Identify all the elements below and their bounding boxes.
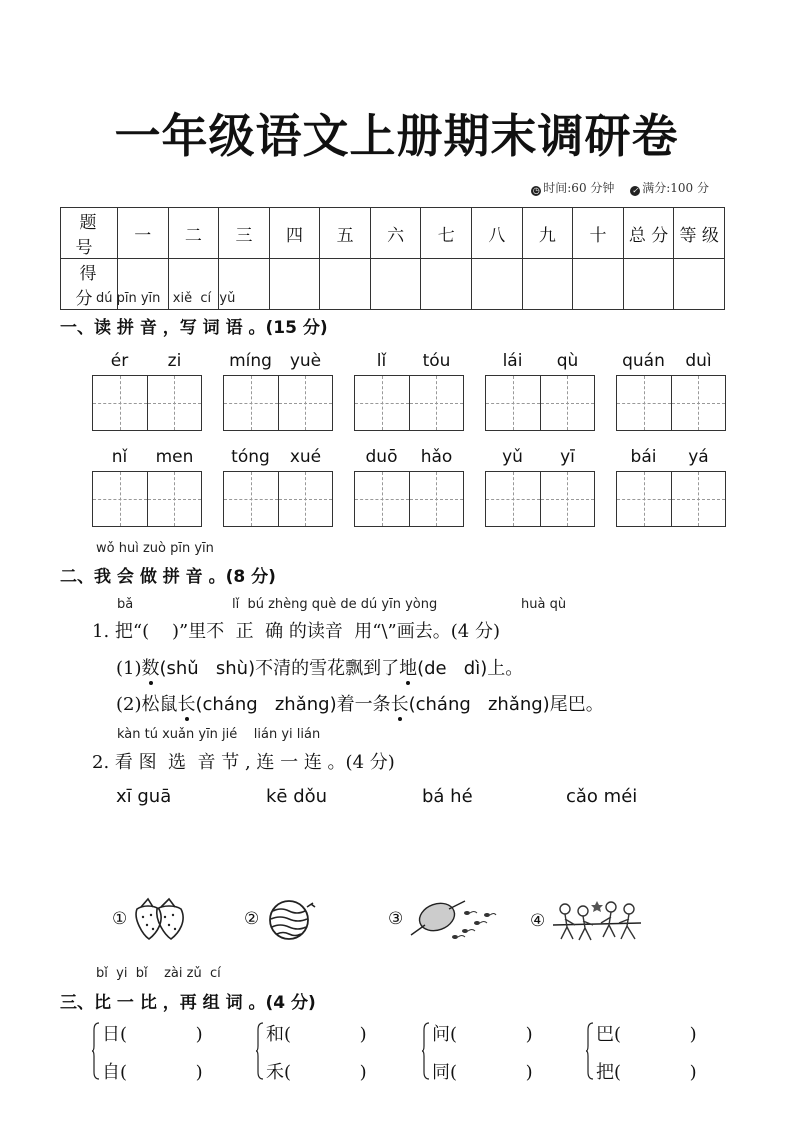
writing-cell[interactable] — [486, 472, 540, 526]
score-header-cell: 十 — [573, 208, 624, 259]
pinyin-syllable: duì — [685, 351, 712, 371]
pinyin-syllable: yī — [560, 447, 575, 467]
q2-picture-2[interactable] — [244, 895, 323, 943]
q2-option[interactable]: bá hé — [422, 786, 473, 807]
writing-cell[interactable] — [278, 472, 333, 526]
q1-item-1-char: 数 — [141, 658, 160, 679]
score-cell[interactable] — [522, 259, 573, 310]
compare-item[interactable]: 日( ) — [102, 1024, 203, 1045]
q1-item-1-num: (1) — [116, 658, 142, 679]
word-pinyin — [354, 447, 464, 471]
score-header-cell: 一 — [118, 208, 169, 259]
q1-item-1 — [116, 654, 523, 680]
word-pinyin — [616, 351, 726, 375]
section3-heading: 三、比 一 比 ，再 组 词 。(4 分) — [60, 993, 316, 1013]
pinyin-syllable: nǐ — [111, 447, 128, 467]
pinyin-syllable: bái — [630, 447, 657, 467]
compare-item[interactable]: 和( ) — [266, 1024, 367, 1045]
q1-pinyin-huaqu: huà qù — [521, 597, 567, 612]
tianzige-boxes — [616, 471, 726, 527]
word-pinyin — [485, 351, 595, 375]
score-header-cell: 等 级 — [674, 208, 725, 259]
writing-cell[interactable] — [224, 472, 278, 526]
score-cell[interactable] — [623, 259, 674, 310]
brace-icon — [422, 1022, 430, 1080]
writing-cell[interactable] — [486, 376, 540, 430]
score-header-cell: 二 — [168, 208, 219, 259]
exam-meta — [519, 179, 709, 196]
writing-cell[interactable] — [224, 376, 278, 430]
pinyin-syllable: ér — [110, 351, 129, 371]
tianzige-boxes — [92, 375, 202, 431]
tianzige-boxes — [223, 471, 333, 527]
q1-item-2-text: (cháng zhǎng)着一条 — [195, 694, 391, 715]
picture-number: ③ — [388, 909, 404, 929]
pinyin-syllable: zi — [167, 351, 182, 371]
check-icon: ✓ — [631, 186, 639, 195]
score-header-cell: 总 分 — [623, 208, 674, 259]
word-pinyin — [485, 447, 595, 471]
word-group — [223, 351, 333, 431]
word-group — [223, 447, 333, 527]
writing-cell[interactable] — [617, 376, 671, 430]
writing-cell[interactable] — [93, 376, 147, 430]
q1-item-1-tail: (de dì)上。 — [417, 658, 524, 679]
score-header-cell: 八 — [472, 208, 523, 259]
q1-item-1-text: (shǔ shù)不清的雪花飘到了 — [159, 658, 400, 679]
clock-icon: ◷ — [532, 186, 540, 195]
writing-cell[interactable] — [409, 472, 464, 526]
compare-item[interactable]: 巴( ) — [596, 1024, 697, 1045]
pinyin-syllable: lǐ — [376, 351, 387, 371]
tianzige-boxes — [485, 375, 595, 431]
word-pinyin — [92, 447, 202, 471]
q2-picture-4[interactable] — [530, 895, 645, 947]
writing-cell[interactable] — [671, 376, 726, 430]
word-group — [616, 351, 726, 431]
tianzige-boxes — [223, 375, 333, 431]
pinyin-syllable: lái — [502, 351, 523, 371]
section1-pinyin: dú pīn yīn xiě cí yǔ — [96, 291, 236, 306]
q1-item-2-char2: 长 — [390, 694, 409, 715]
tianzige-boxes — [354, 375, 464, 431]
word-pinyin — [354, 351, 464, 375]
pinyin-syllable: men — [155, 447, 194, 467]
watermelon-icon — [263, 895, 323, 943]
section1-heading: 一、读 拼 音 ，写 词 语 。(15 分) — [60, 318, 328, 338]
score-cell[interactable] — [421, 259, 472, 310]
pinyin-syllable: tóu — [422, 351, 451, 371]
tianzige-boxes — [485, 471, 595, 527]
score-cell[interactable] — [573, 259, 624, 310]
brace-icon — [256, 1022, 264, 1080]
q1-item-2-char: 长 — [177, 694, 196, 715]
writing-cell[interactable] — [409, 376, 464, 430]
word-group — [354, 351, 464, 431]
score-cell[interactable] — [674, 259, 725, 310]
score-header-cell: 五 — [320, 208, 371, 259]
picture-number: ④ — [530, 911, 546, 931]
q2-option[interactable]: cǎo méi — [566, 786, 638, 807]
q1-item-2 — [116, 690, 604, 716]
section2-heading: 二、我 会 做 拼 音 。(8 分) — [60, 567, 276, 587]
section3-pinyin: bǐ yi bǐ zài zǔ cí — [96, 966, 221, 981]
word-group — [485, 447, 595, 527]
pinyin-syllable: quán — [622, 351, 665, 371]
writing-cell[interactable] — [278, 376, 333, 430]
score-row-label: 得 分 — [61, 259, 118, 310]
score-header-cell: 题 号 — [61, 208, 118, 259]
score-cell[interactable] — [472, 259, 523, 310]
word-group — [485, 351, 595, 431]
writing-cell[interactable] — [147, 376, 202, 430]
compare-item[interactable]: 问( ) — [432, 1024, 533, 1045]
pinyin-syllable: yǔ — [502, 447, 523, 467]
q1-item-2-num: (2)松鼠 — [116, 694, 178, 715]
score-header-cell: 七 — [421, 208, 472, 259]
pinyin-syllable: qù — [556, 351, 579, 371]
q2-picture-1[interactable] — [112, 895, 191, 943]
q1-item-1-char2: 地 — [399, 658, 418, 679]
section2-pinyin: wǒ huì zuò pīn yīn — [96, 541, 214, 556]
word-pinyin — [616, 447, 726, 471]
tadpole-icon — [407, 895, 499, 943]
writing-cell[interactable] — [671, 472, 726, 526]
q2-picture-3[interactable] — [388, 895, 499, 943]
q1-pinyin-main: lǐ bú zhèng què de dú yīn yòng — [232, 597, 438, 612]
score-cell[interactable] — [320, 259, 371, 310]
score-header-cell: 九 — [522, 208, 573, 259]
compare-item[interactable]: 自( ) — [102, 1062, 203, 1083]
pinyin-syllable: tóng — [231, 447, 270, 467]
tianzige-boxes — [92, 471, 202, 527]
word-pinyin — [92, 351, 202, 375]
writing-cell[interactable] — [355, 472, 409, 526]
word-group — [92, 447, 202, 527]
word-pinyin — [223, 351, 333, 375]
pinyin-syllable: yá — [688, 447, 709, 467]
word-group — [92, 351, 202, 431]
writing-cell[interactable] — [617, 472, 671, 526]
score-header-cell: 四 — [269, 208, 320, 259]
pinyin-syllable: duō — [365, 447, 398, 467]
writing-cell[interactable] — [540, 376, 595, 430]
strawberry-icon — [131, 895, 191, 943]
q1-text: 1. 把“( )”里不 正 确 的读音 用“\”画去。(4 分) — [92, 621, 500, 642]
score-header-cell: 六 — [370, 208, 421, 259]
writing-cell[interactable] — [540, 472, 595, 526]
q2-text: 2. 看 图 选 音 节 , 连 一 连 。(4 分) — [92, 752, 395, 773]
picture-number: ① — [112, 909, 128, 929]
q1-item-2-tail: (cháng zhǎng)尾巴。 — [408, 694, 604, 715]
score-cell[interactable] — [269, 259, 320, 310]
compare-item[interactable]: 把( ) — [596, 1062, 697, 1083]
word-pinyin — [223, 447, 333, 471]
brace-icon — [92, 1022, 100, 1080]
tianzige-boxes — [354, 471, 464, 527]
brace-icon — [586, 1022, 594, 1080]
word-group — [616, 447, 726, 527]
pinyin-syllable: hǎo — [420, 447, 453, 467]
tug-of-war-icon — [549, 895, 645, 947]
writing-cell[interactable] — [93, 472, 147, 526]
tianzige-boxes — [616, 375, 726, 431]
q2-pinyin: kàn tú xuǎn yīn jié lián yi lián — [117, 727, 321, 742]
q1-pinyin-ba: bǎ — [117, 597, 134, 612]
writing-cell[interactable] — [147, 472, 202, 526]
picture-number: ② — [244, 909, 260, 929]
page-title: 一年级语文上册期末调研卷 — [114, 109, 679, 163]
score-header-cell: 三 — [219, 208, 270, 259]
q2-option[interactable]: xī guā — [116, 786, 172, 807]
compare-item[interactable]: 同( ) — [432, 1062, 533, 1083]
pinyin-syllable: míng — [229, 351, 272, 371]
writing-cell[interactable] — [355, 376, 409, 430]
compare-item[interactable]: 禾( ) — [266, 1062, 367, 1083]
pinyin-syllable: xué — [289, 447, 322, 467]
score-header-row — [61, 208, 725, 259]
q2-option[interactable]: kē dǒu — [266, 786, 328, 807]
full-score: 满分:100 分 — [642, 181, 709, 195]
score-cell[interactable] — [370, 259, 421, 310]
time-limit: 时间:60 分钟 — [543, 181, 615, 195]
word-group — [354, 447, 464, 527]
pinyin-syllable: yuè — [289, 351, 322, 371]
